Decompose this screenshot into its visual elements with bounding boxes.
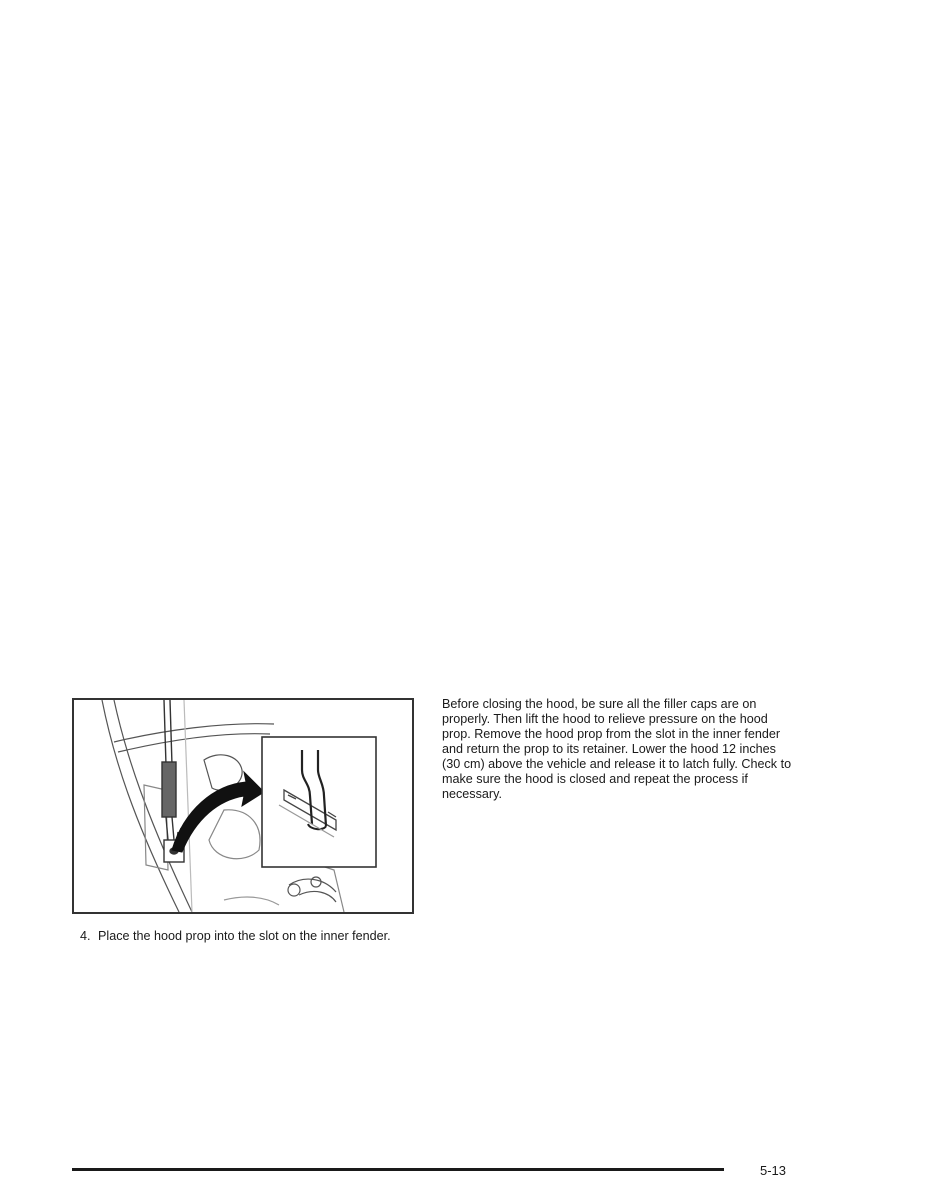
hood-prop-drawing — [74, 700, 412, 912]
closing-hood-paragraph: Before closing the hood, be sure all the filler caps are on properly. Then lift the hood to relieve pressure on the hood prop. Remove the hood prop from the slot in the inner fender and return the prop to its retainer. Lower the hood 12 inches (30 cm) above the vehicle and release it to latch fully. Check to make sure the hood is closed and repeat the process if necessary. — [442, 697, 792, 801]
hood-prop-illustration — [72, 698, 414, 914]
step-number: 4. — [80, 929, 91, 943]
footer-rule — [72, 1168, 724, 1171]
page-number: 5-13 — [760, 1163, 787, 1178]
step-4 — [80, 929, 400, 944]
step-text: Place the hood prop into the slot on the inner fender. — [98, 929, 391, 943]
